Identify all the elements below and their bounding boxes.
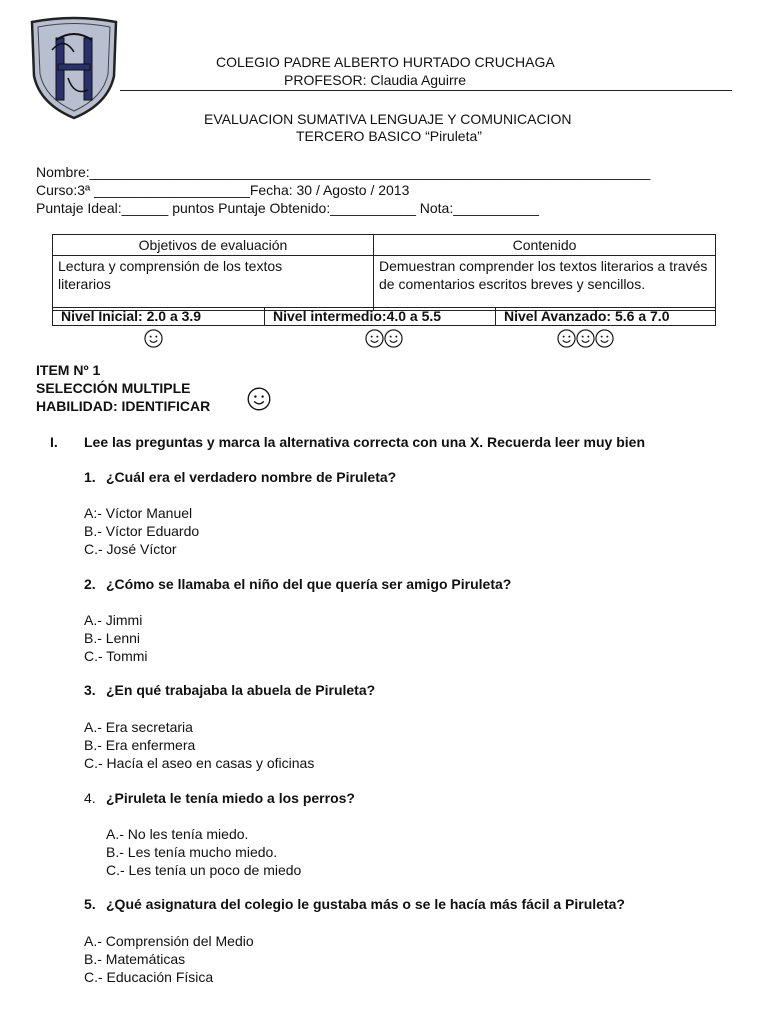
school-name: COLEGIO PADRE ALBERTO HURTADO CRUCHAGA — [216, 54, 555, 70]
question-5-number: 5. — [84, 896, 96, 912]
question-2-option-b: B.- Lenni — [84, 630, 141, 646]
objectives-body: Lectura y comprensión de los textos literarios — [53, 256, 374, 311]
exam-subtitle: TERCERO BASICO “Piruleta” — [296, 128, 482, 144]
item-number: ITEM Nº 1 — [36, 362, 101, 378]
item-type: SELECCIÓN MULTIPLE — [36, 380, 191, 396]
question-5-option-b: B.- Matemáticas — [84, 951, 186, 967]
question-1-option-c: C.- José Víctor — [84, 541, 177, 557]
question-2-number: 2. — [84, 576, 96, 592]
levels-table — [52, 307, 716, 326]
question-2-option-a: A.- Jimmi — [84, 612, 143, 628]
question-4-option-b: B.- Les tenía mucho miedo. — [106, 844, 278, 860]
smiley-icon — [384, 329, 403, 348]
question-4-option-c: C.- Les tenía un poco de miedo — [106, 862, 302, 878]
level-advanced: Nivel Avanzado: 5.6 a 7.0 — [496, 308, 716, 326]
smiley-icon — [247, 387, 271, 411]
question-5-option-c: C.- Educación Física — [84, 969, 214, 985]
question-3-option-a: A.- Era secretaria — [84, 719, 193, 735]
item-skill: HABILIDAD: IDENTIFICAR — [36, 398, 211, 414]
score-field: Puntaje Ideal:______ puntos Puntaje Obtenido:___________ Nota:___________ — [36, 200, 539, 216]
question-4-text: ¿Piruleta le tenía miedo a los perros? — [106, 790, 355, 806]
question-3-option-b: B.- Era enfermera — [84, 737, 196, 753]
smiley-icon — [144, 329, 163, 348]
student-name-field: Nombre:________________________________________________________________________ — [36, 164, 651, 180]
smiley-icon — [576, 329, 595, 348]
level-advanced-faces — [557, 329, 614, 351]
question-2-text: ¿Cómo se llamaba el niño del que quería ser amigo Piruleta? — [106, 576, 512, 592]
level-intermediate: Nivel intermedio:4.0 a 5.5 — [265, 308, 496, 326]
question-1-text: ¿Cuál era el verdadero nombre de Piruleta? — [106, 469, 397, 485]
question-1-number: 1. — [84, 469, 96, 485]
smiley-icon — [595, 329, 614, 348]
question-3-option-c: C.- Hacía el aseo en casas y oficinas — [84, 755, 315, 771]
section-numeral: I. — [50, 434, 58, 450]
level-initial-faces — [144, 329, 163, 351]
objectives-header: Objetivos de evaluación — [53, 235, 374, 256]
question-5-text: ¿Qué asignatura del colegio le gustaba más o se le hacía más fácil a Piruleta? — [106, 896, 625, 912]
school-crest-logo — [28, 16, 120, 120]
question-3-text: ¿En qué trabajaba la abuela de Piruleta? — [106, 682, 376, 698]
teacher-name: PROFESOR: Claudia Aguirre — [284, 72, 467, 88]
level-initial: Nivel Inicial: 2.0 a 3.9 — [53, 308, 265, 326]
section-instruction: Lee las preguntas y marca la alternativa correcta con una X. Recuerda leer muy bien — [84, 434, 646, 450]
question-4-option-a: A.- No les tenía miedo. — [106, 826, 249, 842]
question-1-option-a: A:- Víctor Manuel — [84, 505, 193, 521]
level-intermediate-faces — [365, 329, 403, 351]
smiley-icon — [365, 329, 384, 348]
content-body: Demuestran comprender los textos literarios a través de comentarios escritos breves y sencillos. — [374, 256, 716, 311]
question-3-number: 3. — [84, 682, 96, 698]
smiley-icon — [557, 329, 576, 348]
header-rule — [120, 90, 732, 91]
question-4-number: 4. — [84, 790, 96, 806]
objectives-table — [52, 234, 716, 311]
course-date-field: Curso:3ª ____________________Fecha: 30 / Agosto / 2013 — [36, 182, 410, 198]
content-header: Contenido — [374, 235, 716, 256]
question-2-option-c: C.- Tommi — [84, 648, 148, 664]
question-5-option-a: A.- Comprensión del Medio — [84, 933, 254, 949]
question-1-option-b: B.- Víctor Eduardo — [84, 523, 200, 539]
exam-title: EVALUACION SUMATIVA LENGUAJE Y COMUNICACION — [204, 111, 572, 127]
